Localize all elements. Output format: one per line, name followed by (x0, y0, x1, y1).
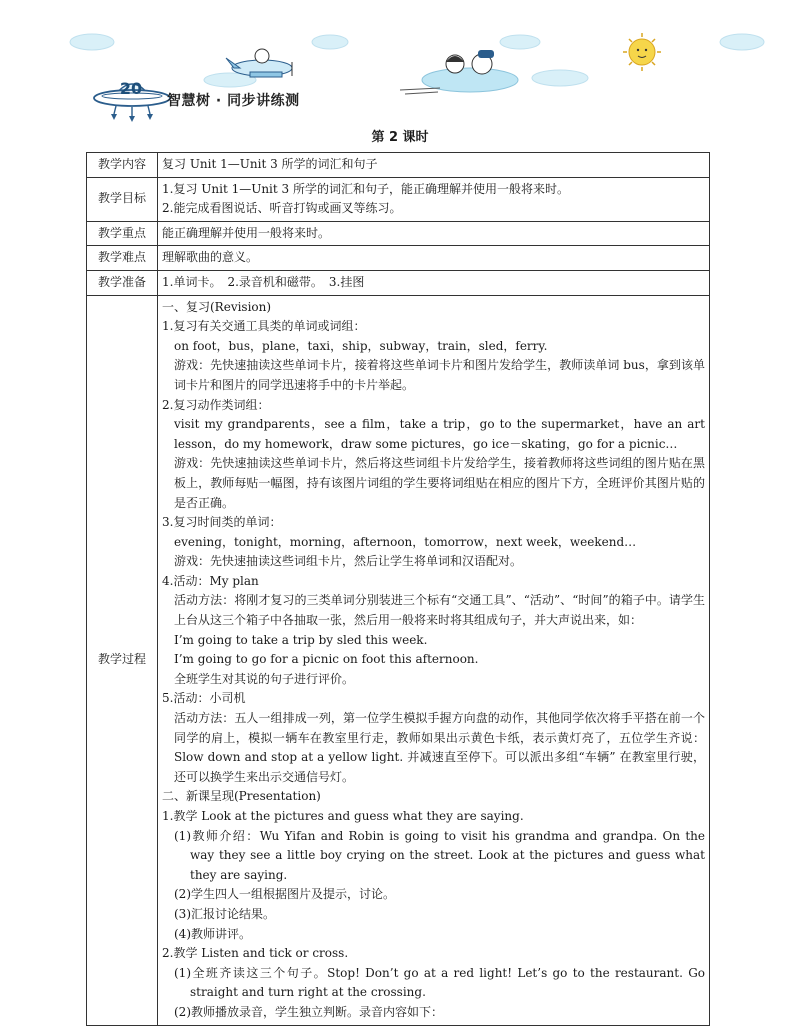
lesson-plan-table (86, 152, 710, 1026)
activity-text: 全班学生对其说的句子进行评价。 (174, 671, 355, 686)
sub-step: (2)学生四人一组根据图片及提示，讨论。 (174, 887, 395, 902)
table-row (87, 221, 710, 246)
sub-step: (1)全班齐读这三个句子。Stop! Don’t go at a red light! Let’s go to the restaurant. Go straight and turn right at the crossing. (174, 965, 705, 1000)
goal-line: 1.复习 Unit 1—Unit 3 所学的词汇和句子，能正确理解并使用一般将来时。 (162, 181, 569, 196)
sub-step: (3)汇报讨论结果。 (174, 906, 275, 921)
section-heading: 一、复习(Revision) (162, 299, 272, 314)
step-heading: 3.复习时间类的单词： (162, 515, 282, 530)
sun-icon (623, 33, 661, 71)
activity-text: 游戏：先快速抽读这些单词卡片，然后将这些词组卡片发给学生，接着教师将这些词组的图片贴在黑板上，教师每贴一幅图，持有该图片词组的学生要将词组贴在相应的图片下方，全班评价其图片贴的是否正确。 (174, 456, 705, 510)
activity-text: 活动方法：将刚才复习的三类单词分别装进三个标有“交通工具”、“活动”、“时间”的箱子中。请学生上台从这三个箱子中各抽取一张，然后用一般将来时将其组成句子，并大声说出来，如： (174, 593, 705, 628)
step-heading: 2.教学 Listen and tick or cross. (162, 946, 349, 961)
row-key-text: 能正确理解并使用一般将来时。 (158, 221, 710, 246)
row-label-key: 教学重点 (87, 221, 158, 246)
step-heading: 4.活动：My plan (162, 573, 259, 588)
row-label-content: 教学内容 (87, 153, 158, 178)
row-difficult-text: 理解歌曲的意义。 (158, 246, 710, 271)
example-sentence: I’m going to go for a picnic on foot this afternoon. (174, 652, 479, 667)
cloud-icon (70, 34, 764, 87)
table-row (87, 295, 710, 1025)
children-on-cloud-icon (400, 50, 518, 94)
sub-step: (2)教师播放录音，学生独立判断。录音内容如下： (174, 1004, 443, 1019)
row-label-prep: 教学准备 (87, 270, 158, 295)
row-label-process: 教学过程 (87, 295, 158, 1025)
lesson-title: 第 2 课时 (371, 130, 429, 145)
sub-step: (4)教师讲评。 (174, 926, 251, 941)
row-content-text: 复习 Unit 1—Unit 3 所学的词汇和句子 (158, 153, 710, 178)
vocab-line: on foot，bus，plane，taxi，ship，subway，train，sled，ferry. (174, 338, 548, 353)
step-heading: 5.活动：小司机 (162, 691, 246, 706)
step-heading: 1.教学 Look at the pictures and guess what they are saying. (162, 809, 524, 823)
row-prep-text: 1.单词卡。 2.录音机和磁带。 3.挂图 (158, 270, 710, 295)
section-heading: 二、新课呈现(Presentation) (162, 789, 321, 804)
goal-line: 2.能完成看图说话、听音打钩或画叉等练习。 (162, 201, 402, 216)
page-header (0, 0, 800, 145)
activity-text: 活动方法：五人一组排成一列，第一位学生模拟手握方向盘的动作，其他同学依次将手平搭在前一个同学的肩上，模拟一辆车在教室里行走，教师如果出示黄色卡纸，表示黄灯亮了，五位学生齐说：Slow down and stop at a yellow light. 并减速直至停下。可以派出多组“车辆” 在教室里行驶，还可以换学生来出示交通信号灯。 (174, 711, 705, 784)
row-label-goals: 教学目标 (87, 177, 158, 221)
table-row (87, 246, 710, 271)
activity-text: 游戏：先快速抽读这些词组卡片，然后让学生将单词和汉语配对。 (174, 554, 523, 569)
step-heading: 1.复习有关交通工具类的单词或词组： (162, 319, 366, 334)
row-process-text (158, 295, 710, 1025)
row-label-difficult: 教学难点 (87, 246, 158, 271)
book-title: 智慧树 · 同步讲练测 (167, 93, 300, 109)
page-number: 20 (119, 79, 143, 98)
table-row (87, 270, 710, 295)
vocab-line: evening，tonight，morning，afternoon，tomorrow，next week，weekend… (174, 534, 637, 549)
table-row (87, 177, 710, 221)
row-goals-text (158, 177, 710, 221)
step-heading: 2.复习动作类词组： (162, 397, 270, 412)
table-row (87, 153, 710, 178)
sub-step: (1)教师介绍：Wu Yifan and Robin is going to visit his grandma and grandpa. On the way they see a little boy crying on the street. Look at the pictures and guess what they are saying. (174, 828, 705, 882)
example-sentence: I’m going to take a trip by sled this week. (174, 632, 428, 647)
vocab-line: visit my grandparents，see a film，take a trip，go to the supermarket，have an art lesson，do my homework，draw some pictures，go ice－skating，go for a picnic… (174, 417, 705, 451)
activity-text: 游戏：先快速抽读这些单词卡片，接着将这些单词卡片和图片发给学生，教师读单词 bus，拿到该单词卡片和图片的同学迅速将手中的卡片举起。 (174, 358, 705, 392)
